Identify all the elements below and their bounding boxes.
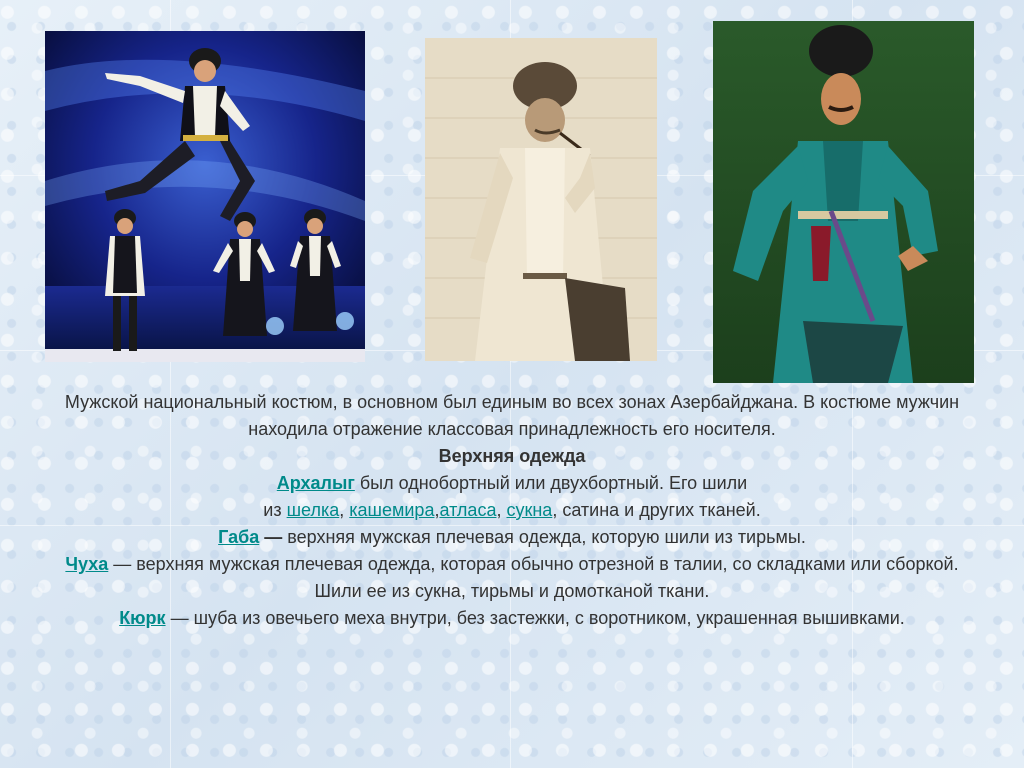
chukha-paragraph xyxy=(60,551,964,605)
kyurk-text: — шуба из овечьего меха внутри, без застежки, с воротником, украшенная вышивками. xyxy=(165,608,905,628)
kyurk-paragraph xyxy=(60,605,964,632)
term-kyurk-link[interactable]: Кюрк xyxy=(119,608,166,628)
link-silk[interactable]: шелка xyxy=(286,500,340,520)
separator: , xyxy=(434,500,440,520)
gaba-text: верхняя мужская плечевая одежда, которую шили из тирьмы. xyxy=(287,527,806,547)
arkhalyg-text-2: из xyxy=(263,500,287,520)
link-cashmere[interactable]: кашемира xyxy=(349,500,435,520)
chukha-text: — верхняя мужская плечевая одежда, которая обычно отрезной в талии, со складками или сборкой. Шили ее из сукна, тирьмы и домотканой ткани. xyxy=(108,554,959,601)
gaba-paragraph xyxy=(60,524,964,551)
separator: , xyxy=(496,500,507,520)
separator: , xyxy=(339,500,350,520)
gaba-dash: — xyxy=(259,527,288,547)
dancers-photo xyxy=(45,31,365,362)
term-chukha-link[interactable]: Чуха xyxy=(65,554,109,574)
link-cloth[interactable]: сукна xyxy=(506,500,553,520)
intro-paragraph: Мужской национальный костюм, в основном был единым во всех зонах Азербайджана. В костюме мужчин находила отражение классовая принадлежность его носителя. xyxy=(64,392,960,439)
sepia-portrait-photo xyxy=(425,38,657,361)
green-costume-photo xyxy=(713,21,974,383)
term-gaba-link[interactable]: Габа xyxy=(218,527,260,547)
arkhalyg-tail: , сатина и других тканей. xyxy=(552,500,761,520)
arkhalyg-paragraph xyxy=(60,470,964,524)
term-arkhalyg-link[interactable]: Архалыг xyxy=(276,473,355,493)
link-satin[interactable]: атласа xyxy=(439,500,497,520)
arkhalyg-text: был однобортный или двухбортный. Его шили xyxy=(354,473,748,493)
description-text xyxy=(60,389,964,632)
section-heading: Верхняя одежда xyxy=(438,446,586,466)
